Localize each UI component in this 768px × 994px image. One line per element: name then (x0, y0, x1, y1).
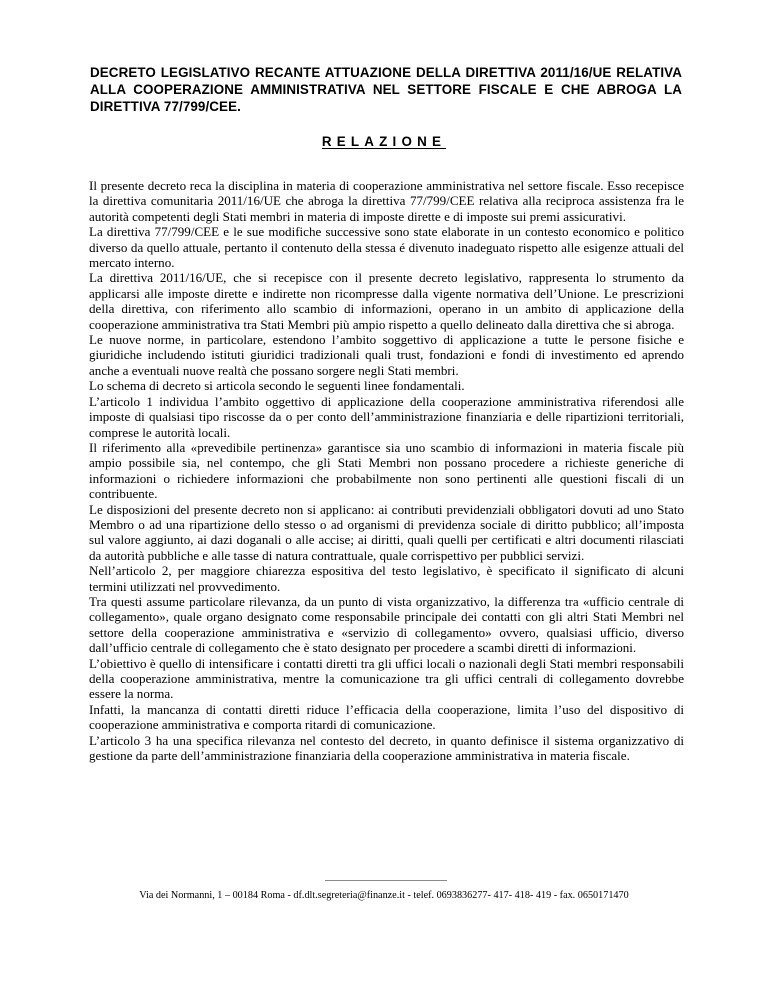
footer-contact-info: Via dei Normanni, 1 – 00184 Roma - df.dlt.segreteria@finanze.it - telef. 0693836277- 417- 418- 419 - fax. 0650171470 (139, 890, 629, 901)
document-title: DECRETO LEGISLATIVO RECANTE ATTUAZIONE DELLA DIRETTIVA 2011/16/UE RELATIVA ALLA COOPERAZIONE AMMINISTRATIVA NEL SETTORE FISCALE E CHE ABROGA LA DIRETTIVA 77/799/CEE. (90, 65, 682, 114)
paragraph: Le disposizioni del presente decreto non si applicano: ai contributi previdenziali obbligatori dovuti ad uno Stato Membro o ad una ripartizione dello stesso o ad organismi di previdenza sociale di diritto pubblico; all’imposta sul valore aggiunto, ai dazi doganali o alle accise; ai diritti, quali quelli per certificati e altri documenti rilasciati da autorità pubbliche e alle tasse di natura contrattuale, quale corrispettivo per pubblici servizi. (89, 501, 684, 563)
paragraph: Il presente decreto reca la disciplina in materia di cooperazione amministrativa nel settore fiscale. Esso recepisce la direttiva comunitaria 2011/16/UE che abroga la direttiva 77/799/CEE relativa alla reciproca assistenza fra le autorità competenti degli Stati membri in materia di imposte dirette e di imposte sui premi assicurativi. (89, 178, 684, 224)
paragraph: L’articolo 3 ha una specifica rilevanza nel contesto del decreto, in quanto definisce il sistema organizzativo di gestione da parte dell’amministrazione finanziaria della cooperazione amministrativa in materia fiscale. (89, 732, 684, 764)
paragraph: Le nuove norme, in particolare, estendono l’ambito soggettivo di applicazione a tutte le persone fisiche e giuridiche includendo istituti giuridici tradizionali quali trust, fondazioni e fondi di investimento ed aprendo anche a eventuali nuove realtà che possano sorgere negli Stati membri. (89, 332, 684, 378)
paragraph: La direttiva 2011/16/UE, che si recepisce con il presente decreto legislativo, rappresenta lo strumento da applicarsi alle imposte dirette e indirette non ricompresse dalla vigente normativa dell’Unione. Le prescrizioni della direttiva, con riferimento allo scambio di informazioni, operano in un ambito di applicazione della cooperazione amministrativa tra Stati Membri più ampio rispetto a quello delineato dalla direttiva che si abroga. (89, 270, 684, 332)
paragraph: La direttiva 77/799/CEE e le sue modifiche successive sono state elaborate in un contesto economico e politico diverso da quello attuale, pertanto il contenuto della stessa é divenuto inadeguato rispetto alle esigenze attuali del mercato interno. (89, 224, 684, 271)
paragraph: L’articolo 1 individua l’ambito oggettivo di applicazione della cooperazione amministrativa riferendosi alle imposte di qualsiasi tipo riscosse da o per conto dell’amministrazione finanziaria e delle ripartizioni territoriali, comprese le autorità locali. (89, 393, 684, 440)
paragraph: Nell’articolo 2, per maggiore chiarezza espositiva del testo legislativo, è specificato il significato di alcuni termini utilizzati nel provvedimento. (89, 563, 684, 594)
section-heading-relazione: RELAZIONE (321, 134, 447, 149)
paragraph: Tra questi assume particolare rilevanza, da un punto di vista organizzativo, la differenza tra «ufficio centrale di collegamento», quale organo designato come responsabile principale dei contatti con gli altri Stati Membri nel settore della cooperazione amministrativa e «servizio di collegamento» ovvero, qualsiasi ufficio, diverso dall’ufficio centrale di collegamento che è stato designato per procedere a scambi diretti di informazioni. (89, 593, 684, 656)
paragraph: Il riferimento alla «prevedibile pertinenza» garantisce sia uno scambio di informazioni in materia fiscale più ampio possibile sia, nel contempo, che gli Stati Membri non possano procedere a richieste generiche di informazioni o richiedere informazioni che probabilmente non sono pertinenti alle questioni fiscali di un contribuente. (89, 439, 684, 502)
footer-divider (325, 880, 447, 881)
paragraph: L’obiettivo è quello di intensificare i contatti diretti tra gli uffici locali o nazionali degli Stati membri responsabili della cooperazione amministrativa, mentre la comunicazione tra gli uffici centrali di collegamento dovrebbe essere la norma. (89, 655, 684, 702)
document-body (89, 178, 684, 763)
paragraph: Lo schema di decreto si articola secondo le seguenti linee fondamentali. (89, 378, 465, 394)
paragraph: Infatti, la mancanza di contatti diretti riduce l’efficacia della cooperazione, limita l’uso del dispositivo di cooperazione amministrativa e comporta ritardi di comunicazione. (89, 701, 684, 733)
